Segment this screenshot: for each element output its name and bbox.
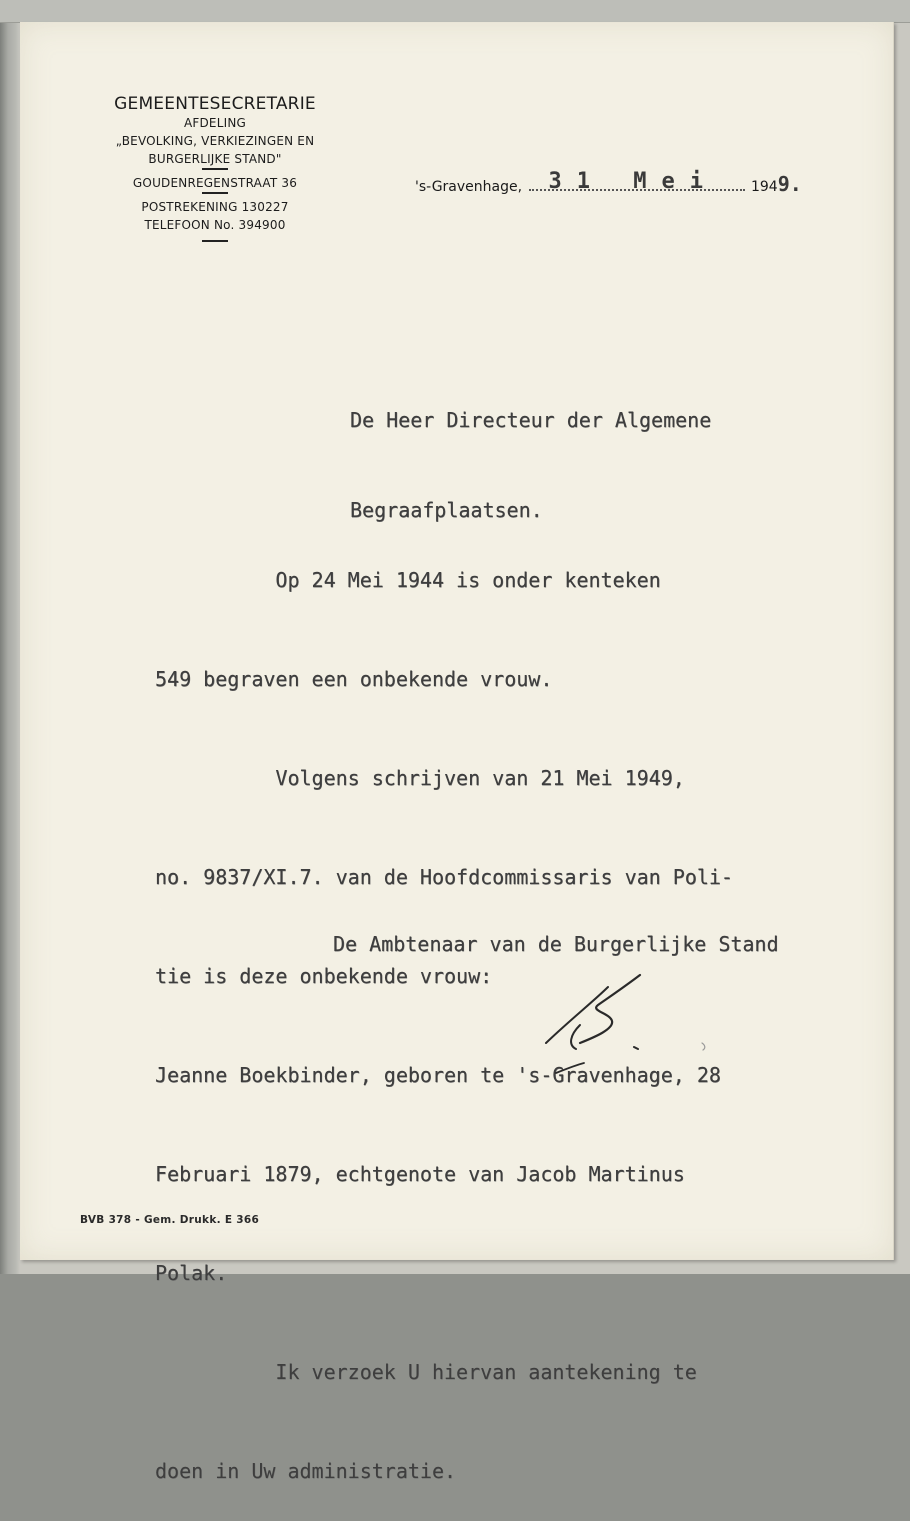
scanner-edge — [0, 0, 910, 23]
date-dotted-field — [529, 169, 745, 194]
closing-title: De Ambtenaar van de Burgerlijke Stand — [333, 932, 779, 956]
letterhead-afdeling-name-2: BURGERLIJKE STAND" — [148, 152, 282, 166]
body-line: Februari 1879, echtgenote van Jacob Martinus — [155, 1162, 685, 1186]
date-year-suffix: 9. — [777, 172, 802, 196]
letterhead-telefoon: TELEFOON No. 394900 — [144, 218, 286, 232]
body-line: tie is deze onbekende vrouw: — [155, 964, 493, 988]
body-line: 549 begraven een onbekende vrouw. — [155, 667, 553, 691]
body-line: Ik verzoek U hiervan aantekening te — [155, 1360, 697, 1384]
letterhead-address: GOUDENREGENSTRAAT 36 — [132, 176, 298, 190]
addressee-line: Begraafplaatsen. — [350, 498, 543, 522]
date-line — [415, 169, 802, 196]
addressee-line: De Heer Directeur der Algemene — [350, 408, 712, 432]
letterhead-afdeling: AFDELING — [183, 116, 247, 130]
letterhead-title: GEMEENTESECRETARIE — [114, 94, 316, 114]
letterhead-divider — [202, 240, 228, 242]
letterhead — [80, 94, 350, 242]
letterhead-postrekening: POSTREKENING 130227 — [141, 200, 289, 214]
body-line: Op 24 Mei 1944 is onder kenteken — [155, 568, 661, 592]
date-year-prefix: 194 — [750, 179, 778, 195]
body-line: no. 9837/XI.7. van de Hoofdcommissaris van Poli- — [155, 865, 733, 889]
body-line: Volgens schrijven van 21 Mei 1949, — [155, 766, 685, 790]
body-line: Jeanne Boekbinder, geboren te 's-Gravenhage, 28 — [155, 1063, 721, 1087]
letterhead-afdeling-name-1: „BEVOLKING, VERKIEZINGEN EN — [115, 134, 315, 148]
handwritten-signature — [540, 965, 720, 1085]
print-reference: BVB 378 - Gem. Drukk. E 366 — [80, 1214, 260, 1226]
date-place: 's-Gravenhage, — [415, 179, 523, 195]
body-line: Polak. — [155, 1261, 228, 1285]
date-day-month: 31 Mei — [548, 169, 719, 194]
body-line: doen in Uw administratie. — [155, 1459, 457, 1483]
